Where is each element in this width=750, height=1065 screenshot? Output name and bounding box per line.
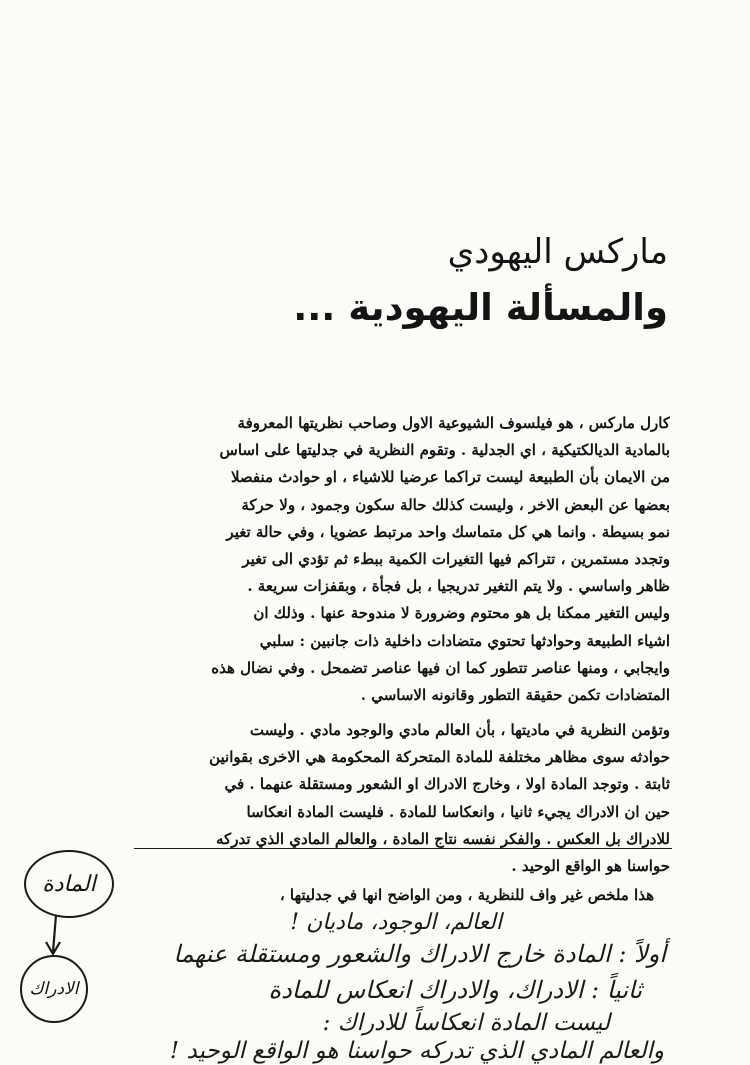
handwritten-note-line: العالم، الوجود، ماديان ! — [290, 910, 502, 935]
paragraph-line: ثابتة . وتوجد المادة اولا ، وخارج الادراك او الشعور ومستقلة عنهما . في — [224, 775, 670, 794]
paragraph-line: نمو بسيطة . وانما هي كل متماسك واحد مرتبط عضويا ، وفي حالة تغير — [226, 522, 670, 541]
paragraph-line: للادراك بل العكس . والفكر نفسه نتاج المادة ، والعالم المادي الذي تدركه — [216, 829, 670, 848]
paragraph-line: المتضادات تكمن حقيقة التطور وقانونه الاساسي . — [360, 685, 670, 704]
paragraph-line: حين ان الادراك يجيء ثانيا ، وانعكاسا للمادة . فليست المادة انعكاسا — [246, 802, 670, 821]
paragraph-line: وايجابي ، ومنها عناصر تتطور كما ان فيها عناصر تضمحل . وفي نضال هذه — [211, 658, 670, 677]
chapter-title-line1: ماركس اليهودي — [447, 232, 668, 272]
handwritten-circle-perception — [20, 955, 88, 1023]
paragraph-line: وتجدد مستمرين ، تتراكم فيها التغيرات الكمية ببطء ثم تؤدي الى تغير — [242, 549, 670, 568]
handwritten-note-line: والعالم المادي الذي تدركه حواسنا هو الواقع الوحيد ! — [169, 1038, 664, 1064]
circle-label: الادراك — [29, 979, 79, 999]
circle-label: المادة — [42, 871, 96, 897]
summary-line: هذا ملخص غير واف للنظرية ، ومن الواضح انها في جدليتها ، — [279, 886, 654, 904]
paragraph-line: حوادثه سوى مظاهر مختلفة للمادة المتحركة المحكومة هي الاخرى بقوانين — [209, 748, 670, 767]
handwritten-note-line: ثانياً : الادراك، والادراك انعكاس للمادة — [268, 976, 642, 1004]
paragraph-line: حواسنا هو الواقع الوحيد . — [511, 856, 670, 875]
paragraph-line: من الايمان بأن الطبيعة ليست تراكما عرضيا للاشياء ، او حوادث منفصلا — [230, 468, 670, 487]
chapter-title-line2: والمسألة اليهودية ... — [293, 286, 668, 329]
handwritten-note-line: أولاً : المادة خارج الادراك والشعور ومستقلة عنهما — [173, 940, 666, 968]
handwritten-note-line: ليست المادة انعكاساً للادراك : — [322, 1010, 610, 1036]
paragraph-line: وليس التغير ممكنا بل هو محتوم وضرورة لا مندوحة عنها . وذلك ان — [253, 604, 670, 623]
paragraph-line: اشياء الطبيعة وحوادثها تحتوي متضادات داخلية ذات جانبين : سلبي — [259, 631, 670, 650]
paragraph-line: وتؤمن النظرية في ماديتها ، بأن العالم مادي والوجود مادي . وليست — [249, 721, 670, 739]
paragraph-line: كارل ماركس ، هو فيلسوف الشيوعية الاول وصاحب نظريتها المعروفة — [237, 414, 670, 432]
paragraph-line: ظاهر واساسي . ولا يتم التغير تدريجيا ، بل فجأة ، وبقفزات سريعة . — [247, 577, 670, 596]
paragraph-line: بعضها عن البعض الاخر ، وليست كذلك حالة سكون وجمود ، ولا حركة — [241, 495, 670, 514]
paragraph-line: بالمادية الديالكتيكية ، اي الجدلية . وتقوم النظرية في جدليتها على اساس — [219, 441, 670, 460]
